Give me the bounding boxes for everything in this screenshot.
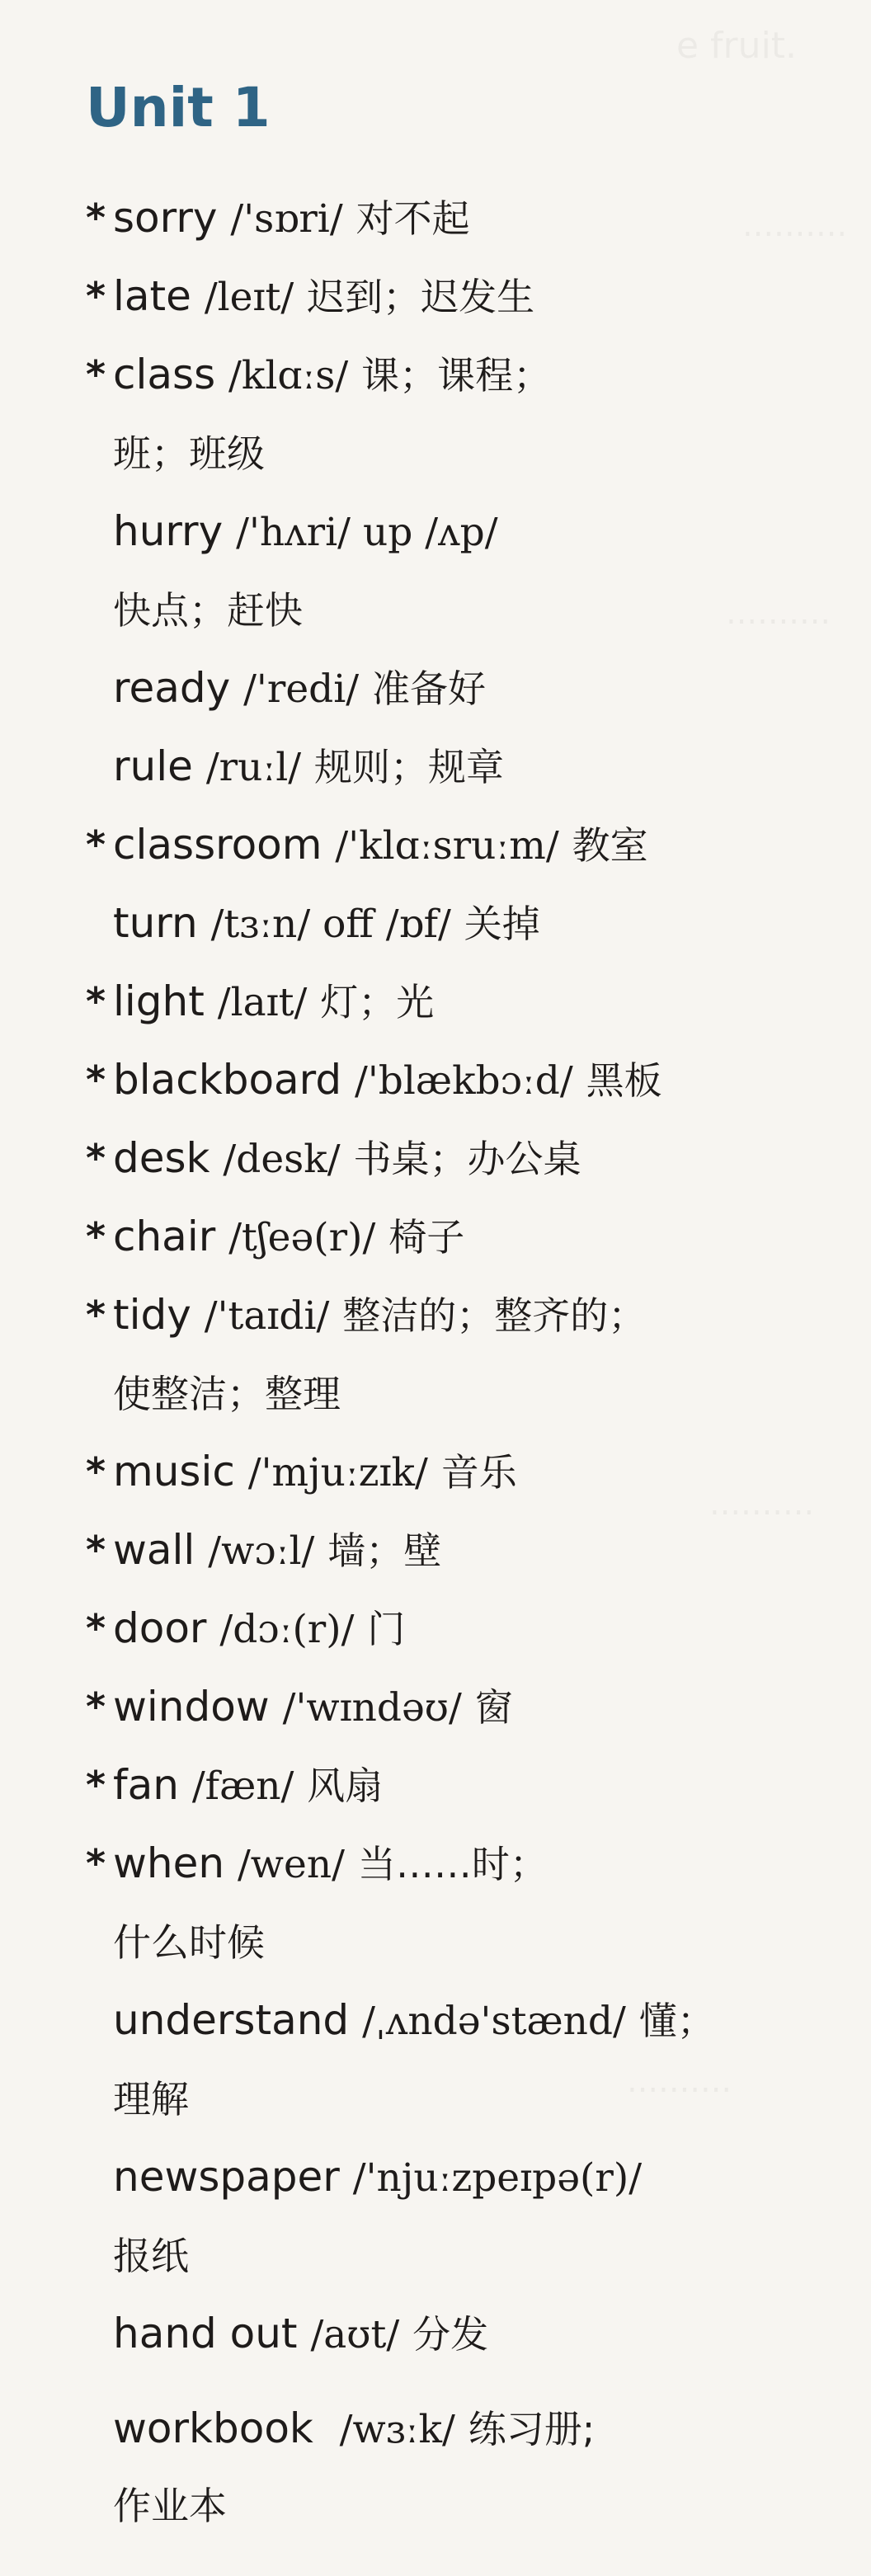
vocab-word: workbook bbox=[113, 2404, 313, 2452]
key-word-star: * bbox=[86, 195, 106, 240]
vocab-entry bbox=[113, 2307, 488, 2360]
key-word-star: * bbox=[86, 274, 106, 318]
vocab-entry bbox=[113, 2150, 642, 2203]
key-word-star: * bbox=[86, 1684, 106, 1729]
key-word-star: * bbox=[86, 1606, 106, 1651]
vocab-word: hand out bbox=[113, 2310, 298, 2357]
vocab-entry bbox=[86, 818, 648, 871]
vocab-meaning: 整洁的；整齐的； bbox=[342, 1293, 647, 1338]
vocab-meaning: 准备好 bbox=[372, 666, 486, 711]
key-word-star: * bbox=[86, 1763, 106, 1807]
vocab-word: sorry bbox=[113, 194, 218, 242]
vocab-continuation bbox=[113, 2072, 189, 2125]
vocab-phonetic: /desk/ bbox=[223, 1137, 341, 1182]
vocab-word: ready bbox=[113, 664, 231, 712]
vocab-meaning: 理解 bbox=[113, 2077, 189, 2122]
vocab-meaning: 门 bbox=[367, 1607, 406, 1651]
key-word-star: * bbox=[86, 1841, 106, 1886]
vocab-entry bbox=[86, 1288, 646, 1341]
key-word-star: * bbox=[86, 1136, 106, 1180]
vocab-word: wall bbox=[113, 1526, 195, 1574]
vocab-word: newspaper bbox=[113, 2153, 340, 2201]
key-word-star: * bbox=[86, 352, 106, 397]
vocab-word: window bbox=[113, 1683, 270, 1731]
vocab-entry bbox=[86, 270, 534, 323]
vocab-phonetic: /tʃeə(r)/ bbox=[228, 1215, 376, 1260]
vocab-meaning: 使整洁；整理 bbox=[113, 1372, 341, 1416]
vocab-phonetic: /wɔːl/ bbox=[208, 1528, 315, 1574]
key-word-star: * bbox=[86, 1528, 106, 1572]
vocab-word: classroom bbox=[113, 821, 323, 869]
vocab-word: fan bbox=[113, 1761, 179, 1809]
vocab-meaning: 练习册; bbox=[468, 2407, 596, 2451]
vocab-meaning: 快点；赶快 bbox=[113, 588, 303, 633]
vocab-phonetic: /'wɪndəʊ/ bbox=[282, 1685, 462, 1731]
vocab-meaning: 规则；规章 bbox=[314, 745, 504, 789]
vocab-phonetic: /laɪt/ bbox=[217, 980, 308, 1025]
vocab-entry bbox=[86, 191, 470, 244]
vocab-meaning: 椅子 bbox=[388, 1215, 465, 1260]
vocab-meaning: 当……时； bbox=[357, 1842, 548, 1886]
vocab-word: rule bbox=[113, 742, 193, 790]
vocab-word: understand bbox=[113, 1996, 350, 2044]
unit-title: Unit 1 bbox=[86, 76, 271, 139]
key-word-star: * bbox=[86, 822, 106, 867]
vocab-meaning: 书桌；办公桌 bbox=[353, 1137, 581, 1181]
vocab-entry bbox=[86, 975, 434, 1028]
vocab-phonetic: /'mjuːzɪk/ bbox=[247, 1450, 428, 1495]
vocab-meaning: 报纸 bbox=[113, 2234, 189, 2278]
key-word-star: * bbox=[86, 1057, 106, 1102]
vocab-continuation bbox=[113, 1367, 341, 1420]
key-word-star: * bbox=[86, 1214, 106, 1259]
vocab-phonetic: /tɜːn/ off /ɒf/ bbox=[210, 902, 451, 947]
vocab-entry bbox=[86, 1602, 405, 1655]
vocab-phonetic: /'taɪdi/ bbox=[204, 1293, 330, 1339]
vocab-phonetic: /'njuːzpeɪpə(r)/ bbox=[352, 2155, 643, 2201]
vocab-word: blackboard bbox=[113, 1056, 342, 1104]
vocab-word: turn bbox=[113, 899, 198, 947]
vocab-meaning: 作业本 bbox=[113, 2484, 227, 2528]
vocab-meaning: 迟到；迟发生 bbox=[307, 275, 535, 319]
vocab-phonetic: /'sɒri/ bbox=[230, 196, 343, 242]
vocab-phonetic: /ruːl/ bbox=[205, 745, 302, 790]
key-word-star: * bbox=[86, 979, 106, 1024]
vocab-word: tidy bbox=[113, 1291, 191, 1339]
vocab-entry bbox=[86, 1132, 581, 1184]
vocab-phonetic: /klɑːs/ bbox=[228, 353, 349, 398]
vocab-meaning: 对不起 bbox=[355, 196, 470, 241]
vocab-entry bbox=[113, 505, 498, 558]
vocab-entry bbox=[86, 1837, 548, 1890]
vocab-phonetic: /'hʌri/ up /ʌp/ bbox=[236, 510, 498, 555]
vocab-word: door bbox=[113, 1604, 207, 1652]
vocab-word: when bbox=[113, 1839, 225, 1887]
vocab-word: light bbox=[113, 977, 205, 1025]
vocab-continuation bbox=[113, 2479, 227, 2531]
vocab-meaning: 灯；光 bbox=[320, 980, 435, 1024]
vocab-word: chair bbox=[113, 1213, 216, 1260]
vocab-phonetic: /ˌʌndə'stænd/ bbox=[362, 1999, 626, 2044]
vocab-word: class bbox=[113, 351, 216, 398]
vocab-entry bbox=[113, 897, 540, 949]
vocab-meaning: 教室 bbox=[572, 823, 648, 868]
vocab-phonetic: /wen/ bbox=[237, 1842, 345, 1887]
vocab-entry bbox=[86, 348, 551, 401]
vocab-continuation bbox=[113, 583, 303, 636]
vocab-meaning: 音乐 bbox=[440, 1450, 517, 1495]
vocab-continuation bbox=[113, 1915, 265, 1968]
vocab-phonetic: /'klɑːsruːm/ bbox=[335, 823, 559, 869]
vocab-entry bbox=[86, 1445, 517, 1498]
vocab-continuation bbox=[113, 426, 265, 479]
vocab-entry bbox=[86, 1680, 513, 1733]
vocab-phonetic: /dɔː(r)/ bbox=[219, 1607, 355, 1652]
vocab-phonetic: /fæn/ bbox=[191, 1764, 294, 1809]
vocab-phonetic: /'redi/ bbox=[243, 666, 360, 712]
vocab-meaning: 墙；壁 bbox=[327, 1528, 442, 1573]
vocab-meaning: 分发 bbox=[412, 2312, 489, 2357]
vocab-word: music bbox=[113, 1448, 235, 1495]
vocab-entry bbox=[113, 2402, 595, 2455]
vocab-meaning: 班；班级 bbox=[113, 431, 265, 476]
vocab-meaning: 关掉 bbox=[464, 902, 540, 946]
vocab-word: desk bbox=[113, 1134, 210, 1182]
vocab-entry bbox=[86, 1210, 464, 1263]
vocab-entry bbox=[86, 1523, 441, 1576]
vocab-meaning: 课；课程； bbox=[361, 353, 552, 398]
vocab-entry bbox=[113, 1994, 715, 2046]
vocab-meaning: 风扇 bbox=[307, 1764, 384, 1808]
key-word-star: * bbox=[86, 1293, 106, 1337]
vocab-meaning: 懂； bbox=[638, 1999, 715, 2043]
vocab-entry bbox=[113, 740, 504, 793]
vocab-entry bbox=[113, 662, 486, 714]
key-word-star: * bbox=[86, 1449, 106, 1494]
vocab-entry bbox=[86, 1053, 662, 1106]
vocab-meaning: 窗 bbox=[474, 1685, 513, 1730]
vocab-meaning: 黑板 bbox=[586, 1058, 662, 1103]
vocab-continuation bbox=[113, 2229, 189, 2282]
vocab-word: hurry bbox=[113, 507, 224, 555]
vocab-meaning: 什么时候 bbox=[113, 1920, 265, 1965]
vocab-phonetic: /wɜːk/ bbox=[339, 2407, 455, 2452]
vocab-phonetic: /'blækbɔːd/ bbox=[355, 1058, 573, 1104]
vocab-entry bbox=[86, 1759, 383, 1811]
vocab-word: late bbox=[113, 272, 191, 320]
vocab-phonetic: /leɪt/ bbox=[204, 275, 294, 320]
vocab-phonetic: /aʊt/ bbox=[310, 2312, 400, 2357]
